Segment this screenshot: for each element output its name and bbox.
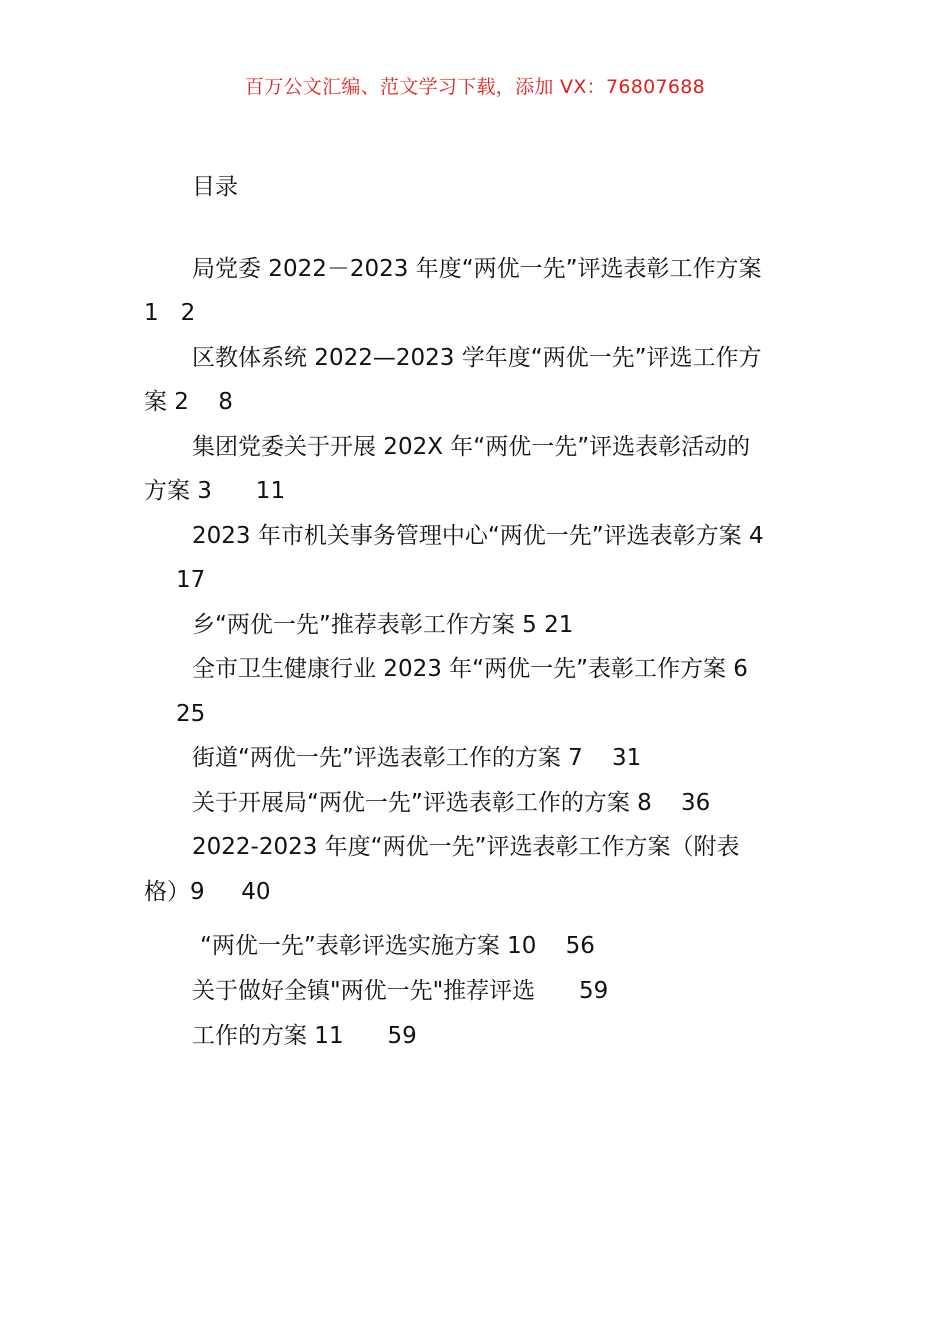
toc-line: 格）9 40	[144, 879, 271, 905]
toc-line: 2022-2023 年度“两优一先”评选表彰工作方案（附表	[192, 834, 740, 860]
toc-line: 案 2 8	[144, 389, 233, 415]
toc-line: 2023 年市机关事务管理中心“两优一先”评选表彰方案 4	[192, 523, 764, 549]
toc-line: 工作的方案 11 59	[192, 1023, 417, 1049]
toc-line: 局党委 2022－2023 年度“两优一先”评选表彰工作方案	[192, 256, 762, 282]
toc-line: 区教体系统 2022—2023 学年度“两优一先”评选工作方	[192, 345, 762, 371]
toc-line: 乡“两优一先”推荐表彰工作方案 5 21	[192, 612, 574, 638]
toc-line: 街道“两优一先”评选表彰工作的方案 7 31	[192, 745, 642, 771]
toc-line: “两优一先”表彰评选实施方案 10 56	[200, 933, 595, 959]
toc-line: 17	[176, 567, 206, 593]
toc-line: 集团党委关于开展 202X 年“两优一先”评选表彰活动的	[192, 434, 751, 460]
toc-line: 1 2	[144, 300, 196, 326]
watermark-header: 百万公文汇编、范文学习下载，添加 VX：76807688	[244, 76, 706, 98]
page-title: 目录	[192, 174, 238, 200]
toc-line: 方案 3 11	[144, 478, 286, 504]
toc-line: 关于开展局“两优一先”评选表彰工作的方案 8 36	[192, 790, 711, 816]
toc-line: 关于做好全镇"两优一先"推荐评选 59	[192, 978, 609, 1004]
toc-line: 全市卫生健康行业 2023 年“两优一先”表彰工作方案 6	[192, 656, 748, 682]
toc-line: 25	[176, 701, 206, 727]
